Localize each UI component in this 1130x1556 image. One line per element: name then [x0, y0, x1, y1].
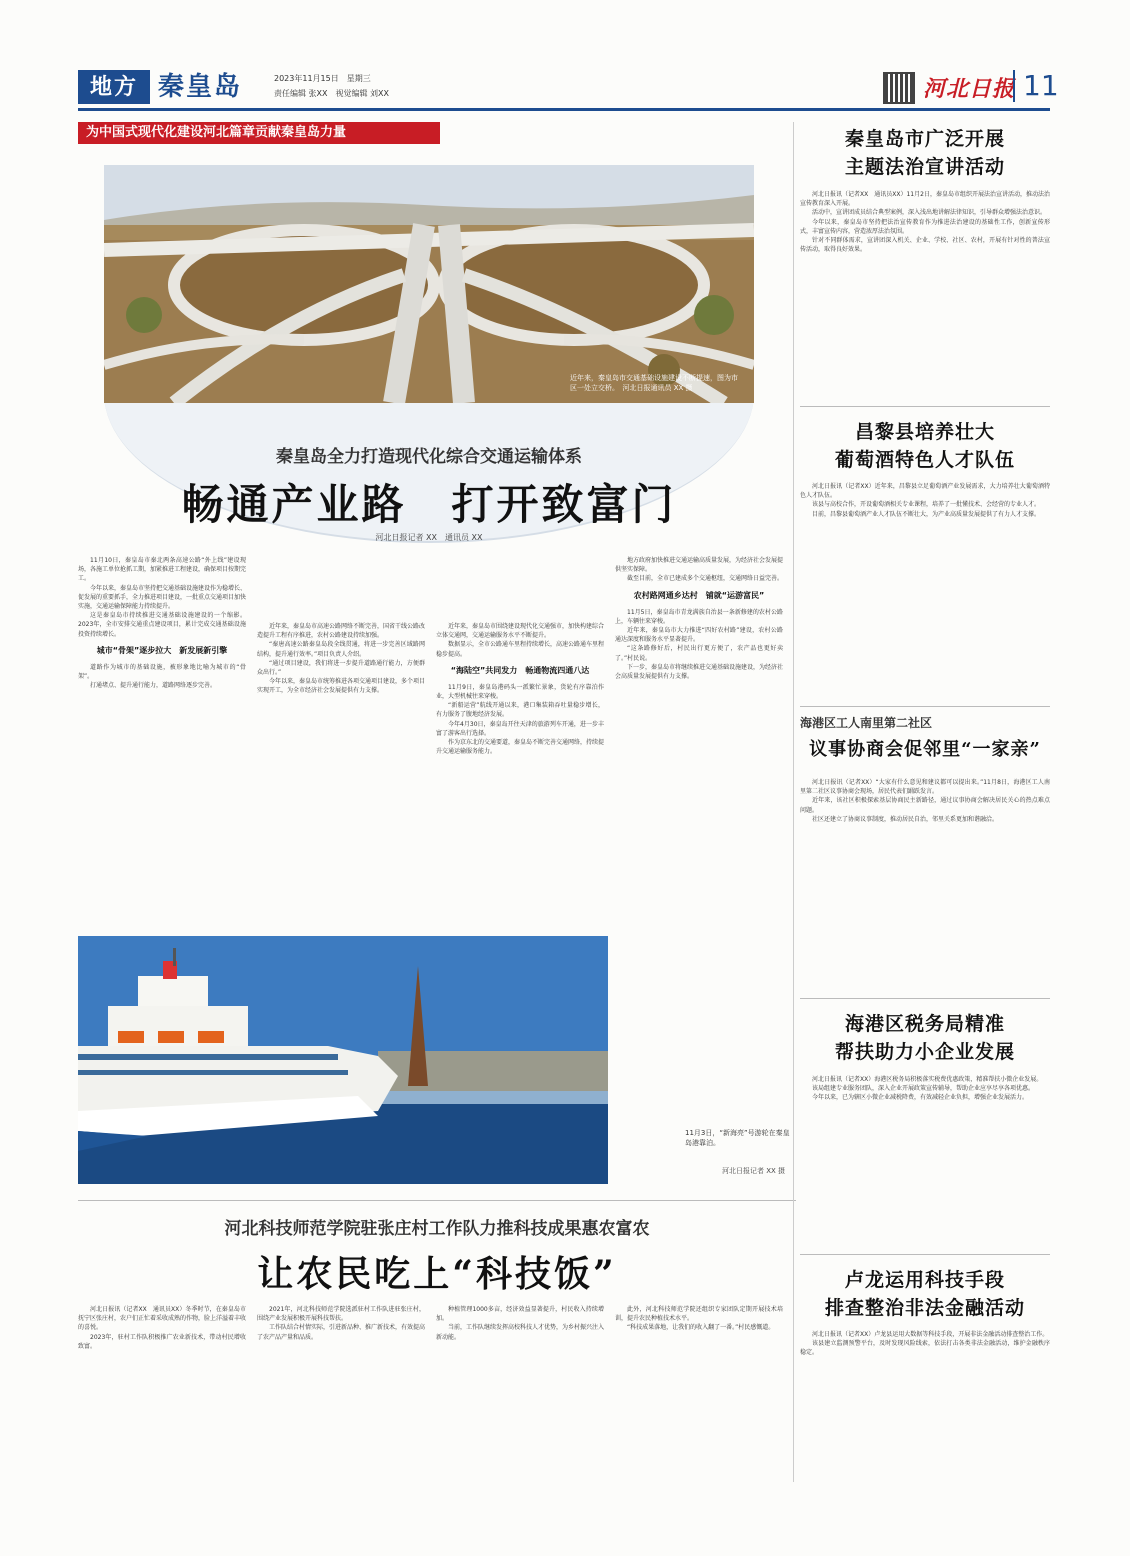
lead-column-1 — [78, 556, 246, 936]
right-divider — [800, 706, 1050, 707]
masthead — [78, 69, 1059, 110]
paragraph: 地方政府加快推进交通运输高质量发展，为经济社会发展提供坚实保障。 — [615, 557, 783, 574]
editor-credits: 责任编辑 张XX 视觉编辑 刘XX — [274, 89, 390, 98]
paragraph: 社区还建立了协商议事制度，推动居民自治，邻里关系更加和谐融洽。 — [812, 815, 999, 823]
subhead: “海陆空”共同发力 畅通物流四通八达 — [450, 665, 590, 675]
interchange-photo — [104, 165, 754, 403]
paragraph: 下一步，秦皇岛市将继续推进交通基础设施建设，为经济社会高质量发展提供有力支撑。 — [615, 663, 783, 681]
ship-credit: 河北日报记者 XX 摄 — [722, 1167, 786, 1175]
headline-line: 海港区税务局精准 — [844, 1013, 1005, 1035]
bottom-headline: 让农民吃上“科技饭” — [257, 1253, 617, 1295]
lead-byline: 河北日报记者 XX 通讯员 XX — [375, 533, 483, 542]
city-label: 秦皇岛 — [158, 72, 243, 102]
subhead: 城市“骨架”逐步拉大 新发展新引擎 — [96, 645, 228, 655]
right-story-1-headline — [800, 125, 1050, 181]
paragraph: 河北日报讯（记者XX）海港区税务局积极落实税费优惠政策，精准帮扶小微企业发展。 — [812, 1076, 1043, 1083]
paragraph: 作为京东北的交通要道，秦皇岛不断完善交通网络，持续提升交通运输服务能力。 — [436, 739, 604, 756]
paragraph: 11月9日，秦皇岛港码头一派繁忙景象，货轮有序靠泊作业，大型机械往来穿梭。 — [436, 683, 604, 701]
right-story-1-body — [800, 190, 1050, 395]
right-story-2-headline — [800, 418, 1050, 474]
paragraph: 目前，昌黎县葡萄酒产业人才队伍不断壮大，为产业高质量发展提供了有力人才支撑。 — [812, 510, 1041, 518]
paragraph: 活动中，宣讲团成员结合典型案例，深入浅出地讲解法律知识，引导群众增强法治意识。 — [812, 209, 1047, 217]
paragraph: 该局组建专业服务团队，深入企业开展政策宣传辅导，帮助企业应享尽享各项优惠。 — [812, 1085, 1035, 1093]
headline-line: 卢龙运用科技手段 — [844, 1269, 1005, 1291]
paragraph: 今年以来，已为辖区小微企业减税降费，有效减轻企业负担，增强企业发展活力。 — [812, 1094, 1029, 1102]
paragraph: 数据显示，全市公路通车里程持续增长，高速公路通车里程稳步提高。 — [436, 641, 604, 658]
qr-code-icon[interactable] — [883, 72, 915, 104]
paragraph: 种植管理1000多亩，经济效益显著提升，村民收入持续增加。 — [436, 1306, 604, 1323]
paragraph: 今年以来，秦皇岛市统筹推进各项交通项目建设，多个项目实现开工，为全市经济社会发展提供有力支撑。 — [257, 678, 425, 695]
bottom-column-4 — [615, 1305, 783, 1465]
paragraph: 河北日报讯（记者XX 通讯员XX）冬季时节，在秦皇岛市抚宁区张庄村，农户们正忙着采收成熟的作物，脸上洋溢着丰收的喜悦。 — [78, 1306, 246, 1332]
paragraph: 今年4月30日，秦皇岛开往天津的旅游列车开通，进一步丰富了游客出行选择。 — [436, 720, 604, 737]
photo-caption: 近年来，秦皇岛市交通基础设施建设不断提速，图为市区一处立交桥。 河北日报通讯员 XX 摄 — [570, 374, 738, 392]
bottom-kicker: 河北科技师范学院驻张庄村工作队力推科技成果惠农富农 — [224, 1219, 650, 1239]
section-label: 地方 — [78, 70, 150, 104]
paragraph: “秦唐高速公路秦皇岛段全线贯通，将进一步完善区域路网结构，提升通行效率。”项目负责人介绍。 — [257, 641, 425, 658]
theme-banner: 为中国式现代化建设河北篇章贡献秦皇岛力量 — [78, 122, 440, 144]
paragraph: “通过项目建设，我们将进一步提升道路通行能力，方便群众出行。” — [257, 659, 425, 677]
interchange-illustration — [104, 165, 754, 403]
right-divider — [800, 998, 1050, 999]
paragraph: 此外，河北科技师范学院还组织专家团队定期开展技术培训，提升农民种植技术水平。 — [615, 1306, 783, 1323]
lead-column-4 — [615, 556, 783, 1116]
paragraph: 河北日报讯（记者XX）“大家有什么意见和建议都可以提出来。”11月8日，海港区工人南里第二社区议事协商会现场，居民代表们踊跃发言。 — [800, 779, 1050, 796]
ship-illustration — [78, 936, 608, 1184]
paragraph: 今年以来，秦皇岛市坚持把交通基础设施建设作为稳增长、促发展的重要抓手，全力推进项目建设，一批重点交通项目加快实施，交通运输保障能力持续提升。 — [78, 584, 246, 611]
paragraph: 近年来，该社区积极探索基层协商民主新路径，通过议事协商会解决居民关心的热点难点问题。 — [800, 797, 1050, 814]
paragraph: 工作队结合村情实际，引进新品种、推广新技术，有效提高了农产品产量和品质。 — [257, 1324, 425, 1341]
paragraph: 打通堵点、提升通行能力，道路网络逐步完善。 — [90, 682, 217, 690]
headline-line: 帮扶助力小企业发展 — [834, 1041, 1015, 1063]
headline-line: 葡萄酒特色人才队伍 — [834, 449, 1015, 471]
headline-line: 主题法治宣讲活动 — [844, 156, 1005, 178]
paragraph: 2023年，驻村工作队积极推广农业新技术，带动村民增收致富。 — [78, 1333, 246, 1350]
paragraph: 该县建立监测预警平台，及时发现风险线索，依法打击各类非法金融活动，维护金融秩序稳定。 — [800, 1340, 1050, 1357]
page-number: 11 — [1013, 70, 1059, 102]
lead-headline: 畅通产业路 打开致富门 — [181, 480, 677, 529]
right-divider — [800, 1254, 1050, 1255]
issue-date: 2023年11月15日 星期三 — [274, 74, 371, 83]
right-story-3-headline: 议事协商会促邻里“一家亲” — [809, 739, 1041, 760]
paragraph: 近年来，秦皇岛市围绕建设现代化交通强市，加快构建综合立体交通网，交通运输服务水平不断提升。 — [436, 623, 604, 640]
right-story-4-body — [800, 1075, 1050, 1245]
lead-kicker: 秦皇岛全力打造现代化综合交通运输体系 — [276, 447, 582, 467]
paragraph: 截至目前，全市已建成多个交通枢纽，交通网络日益完善。 — [627, 575, 783, 583]
right-story-5-body — [800, 1330, 1050, 1470]
paragraph: 河北日报讯（记者XX）卢龙县运用大数据等科技手段，开展非法金融活动排查整治工作。 — [812, 1331, 1049, 1338]
bottom-column-2 — [257, 1305, 425, 1465]
lead-column-2 — [257, 622, 425, 936]
paragraph: 河北日报讯（记者XX 通讯员XX）11月2日，秦皇岛市组织开展法治宣讲活动，推动法治宣传教育深入开展。 — [800, 191, 1050, 208]
paragraph: 这是秦皇岛市持续推进交通基础设施建设的一个缩影。2023年，全市安排交通重点建设项目，累计完成交通基础设施投资持续增长。 — [78, 612, 246, 638]
paragraph: 近年来，秦皇岛市大力推进“四好农村路”建设，农村公路通达深度和服务水平显著提升。 — [615, 627, 783, 644]
bottom-column-3 — [436, 1305, 604, 1465]
paragraph: 11月5日，秦皇岛市青龙满族自治县一条新修建的农村公路上，车辆往来穿梭。 — [615, 608, 783, 625]
paragraph: 针对不同群体需求，宣讲团深入机关、企业、学校、社区、农村，开展有针对性的普法宣传活动，取得良好效果。 — [800, 237, 1050, 254]
column-divider — [793, 122, 794, 1482]
headline-line: 排查整治非法金融活动 — [824, 1297, 1025, 1319]
paragraph: “新船运营”航线开通以来，港口集装箱吞吐量稳步增长，有力服务了腹地经济发展。 — [436, 702, 604, 719]
headline-line: 秦皇岛市广泛开展 — [844, 128, 1005, 150]
paragraph: 当前，工作队继续发挥高校科技人才优势，为乡村振兴注入新动能。 — [436, 1324, 604, 1341]
paragraph: 11月10日，秦皇岛市秦北两条高速公路“外上线”建设现场，各施工单位抢抓工期，加紧推进工程建设，确保项目按期完工。 — [78, 557, 246, 583]
right-story-2-body — [800, 482, 1050, 697]
right-story-5-headline — [800, 1266, 1050, 1322]
paragraph: 2021年，河北科技师范学院选派驻村工作队进驻张庄村，围绕产业发展积极开展科技帮扶。 — [257, 1306, 425, 1323]
headline-line: 昌黎县培养壮大 — [854, 421, 995, 443]
paragraph: 近年来，秦皇岛市高速公路网络不断完善，国省干线公路改造提升工程有序推进，农村公路建设持续加强。 — [257, 623, 425, 640]
right-divider — [800, 406, 1050, 407]
bottom-story-rule — [78, 1200, 796, 1201]
subhead: 农村路网通乡达村 铺就“运游富民” — [633, 590, 765, 600]
ship-caption: 11月3日，“新海亮”号游轮在秦皇岛港靠泊。 — [685, 1129, 790, 1147]
masthead-rule — [78, 108, 1050, 111]
paragraph: 该县与高校合作，开设葡萄酒相关专业课程，培养了一批懂技术、会经营的专业人才。 — [812, 501, 1041, 509]
paragraph: 河北日报讯（记者XX）近年来，昌黎县立足葡萄酒产业发展需求，大力培养壮大葡萄酒特色人才队伍。 — [800, 483, 1050, 500]
paragraph: “科技成果落地，让我们的收入翻了一番。”村民感慨道。 — [627, 1324, 775, 1332]
paragraph: “这条路修好后，村民出行更方便了，农产品也更好卖了。”村民说。 — [615, 645, 783, 662]
right-story-3-body — [800, 778, 1050, 988]
cruise-ship-photo — [78, 936, 608, 1184]
bottom-column-1 — [78, 1305, 246, 1465]
paragraph: 今年以来，秦皇岛市坚持把法治宣传教育作为推进法治建设的基础性工作，创新宣传形式，丰富宣传内容，营造浓厚法治氛围。 — [800, 218, 1050, 235]
paragraph: 道路作为城市的基础设施，被形象地比喻为城市的“骨架”。 — [78, 663, 246, 681]
right-story-4-headline — [800, 1010, 1050, 1066]
paper-logo: 河北日报 — [923, 76, 1016, 102]
right-story-3-kicker: 海港区工人南里第二社区 — [800, 716, 933, 730]
